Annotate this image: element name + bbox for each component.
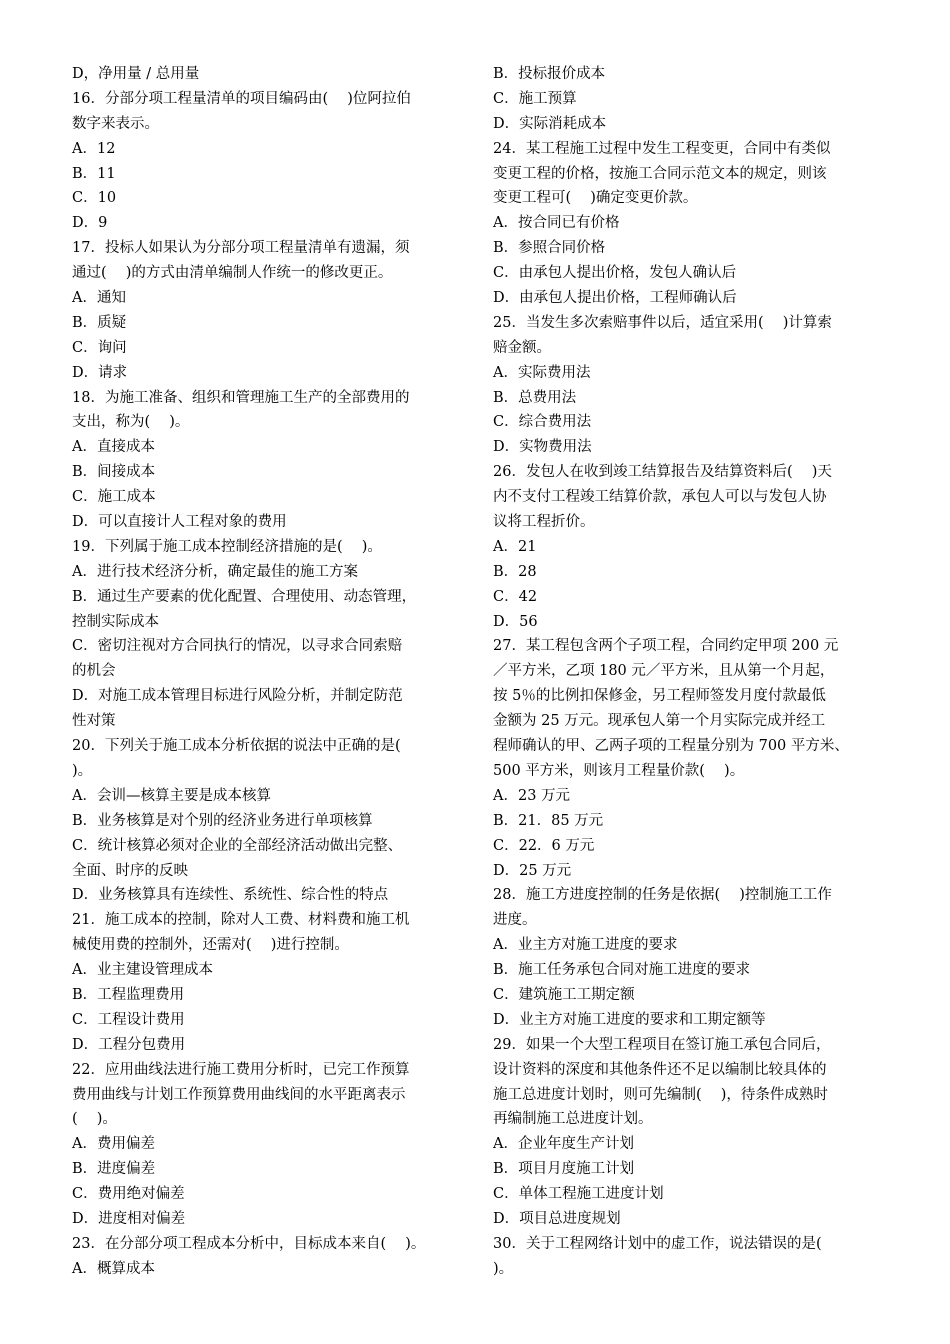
text-line: 进度。 [493,912,537,929]
text-line: D．56 [493,613,538,630]
text-line: C．综合费用法 [493,414,592,431]
text-line: A．12 [72,140,116,157]
text-line: B．间接成本 [72,464,156,481]
text-line: C．施工预算 [493,90,577,107]
text-line: C．询问 [72,339,127,356]
text-line: 23．在分部分项工程成本分析中，目标成本来自( )。 [72,1235,426,1252]
text-line: C．单体工程施工进度计划 [493,1186,664,1203]
text-line: B．通过生产要素的优化配置、合理使用、动态管理， [72,588,417,605]
text-line: 赔金额。 [493,339,551,356]
text-line: )。 [493,1260,514,1277]
text-line: D．业主方对施工进度的要求和工期定额等 [493,1011,766,1028]
text-line: C．10 [72,190,117,207]
text-line: C．施工成本 [72,489,156,506]
text-line: B．投标报价成本 [493,66,606,82]
text-line: 施工总进度计划时，则可先编制( )，待条件成熟时 [493,1086,828,1103]
text-line: A．按合同已有价格 [493,215,620,232]
text-line: 程师确认的甲、乙两子项的工程量分别为 700 平方米、 [493,738,849,755]
text-line: 的机会 [72,663,116,680]
text-line: 24．某工程施工过程中发生工程变更，合同中有类似 [493,140,831,157]
text-line: C．由承包人提出价格，发包人确认后 [493,265,737,282]
text-line: B．项目月度施工计划 [493,1161,635,1178]
text-line: A．企业年度生产计划 [493,1136,634,1153]
text-line: C．密切注视对方合同执行的情况，以寻求合同索赔 [72,638,403,655]
text-line: C．统计核算必须对企业的全部经济活动做出完整、 [72,837,403,854]
text-line: D．实物费用法 [493,439,592,456]
text-line: D．由承包人提出价格，工程师确认后 [493,290,737,307]
text-line: A．21 [493,538,537,555]
text-line: B．进度偏差 [72,1161,156,1178]
text-line: 控制实际成本 [72,613,159,630]
text-line: B．11 [72,165,116,182]
text-line: 500 平方米，则该月工程量价款( )。 [493,762,745,779]
text-line: )。 [72,762,93,779]
text-line: A．业主建设管理成本 [72,962,213,979]
text-line: 支出，称为( )。 [72,414,190,431]
text-line: C．工程设计费用 [72,1011,185,1028]
text-line: B．28 [493,563,537,580]
text-line: D．可以直接计人工程对象的费用 [72,514,287,531]
text-line: 通过( )的方式由清单编制人作统一的修改更正。 [72,265,393,282]
right-text-column [493,62,891,1282]
text-line: 金额为 25 万元。现承包人第一个月实际完成并经工 [493,713,826,730]
text-line: 再编制施工总进度计划。 [493,1111,653,1128]
text-line: 30．关于工程网络计划中的虚工作，说法错误的是( [493,1235,822,1252]
text-line: 全面、时序的反映 [72,862,188,879]
text-line: A．会训—核算主要是成本核算 [72,787,271,804]
text-line: D．9 [72,215,108,232]
text-line: 内不支付工程竣工结算价款，承包人可以与发包人协 [493,489,827,506]
text-line: A．23 万元 [493,787,571,804]
text-line: 议将工程折价。 [493,514,595,531]
text-line: A．通知 [72,290,126,307]
text-line: B．质疑 [72,314,127,331]
text-line: ／平方米，乙项 180 元／平方米，且从第一个月起， [493,663,835,680]
text-line: 20．下列关于施工成本分析依据的说法中正确的是( [72,738,401,755]
text-line: 18．为施工准备、组织和管理施工生产的全部费用的 [72,389,410,406]
left-text-column [72,62,470,1282]
text-line: D．业务核算具有连续性、系统性、综合性的特点 [72,887,389,904]
text-line: B．工程监理费用 [72,986,185,1003]
text-line: ( )。 [72,1111,117,1128]
text-line: 27．某工程包含两个子项工程，合同约定甲项 200 元 [493,638,839,655]
text-line: B．总费用法 [493,389,577,406]
text-line: 25．当发生多次索赔事件以后，适宜采用( )计算索 [493,314,832,331]
text-line: D．项目总进度规划 [493,1210,621,1227]
text-line: D．25 万元 [493,862,572,879]
text-line: A．实际费用法 [493,364,591,381]
text-line: 26．发包人在收到竣工结算报告及结算资料后( )天 [493,464,832,481]
text-line: B．参照合同价格 [493,240,606,257]
text-line: D．进度相对偏差 [72,1210,186,1227]
text-line: A．业主方对施工进度的要求 [493,937,678,954]
text-line: C．22．6 万元 [493,837,595,854]
text-line: C．建筑施工工期定额 [493,986,635,1003]
text-line: 性对策 [72,713,116,730]
text-line: 16．分部分项工程量清单的项目编码由( )位阿拉伯 [72,90,411,107]
text-line: A．直接成本 [72,439,155,456]
text-line: 19．下列属于施工成本控制经济措施的是( )。 [72,538,382,555]
text-line: 按 5％的比例扣保修金，另工程师签发月度付款最低 [493,688,826,705]
text-line: 设计资料的深度和其他条件还不足以编制比较具体的 [493,1061,827,1078]
text-line: 22．应用曲线法进行施工费用分析时，已完工作预算 [72,1061,410,1078]
text-line: 29．如果一个大型工程项目在签订施工承包合同后， [493,1036,831,1053]
text-line: 变更工程可( )确定变更价款。 [493,190,698,207]
text-line: 数字来表示。 [72,115,159,132]
text-line: A．费用偏差 [72,1136,155,1153]
text-line: D．请求 [72,364,128,381]
text-line: C．费用绝对偏差 [72,1186,185,1203]
text-line: D，净用量 / 总用量 [72,66,200,82]
text-line: D．实际消耗成本 [493,115,607,132]
text-line: 17．投标人如果认为分部分项工程量清单有遗漏，须 [72,240,410,257]
text-line: 28．施工方进度控制的任务是依据( )控制施工工作 [493,887,832,904]
text-line: D．对施工成本管理目标进行风险分析，并制定防范 [72,688,403,705]
text-line: 费用曲线与计划工作预算费用曲线间的水平距离表示 [72,1086,406,1103]
text-line: A．概算成本 [72,1260,155,1277]
text-line: B．业务核算是对个别的经济业务进行单项核算 [72,812,373,829]
text-line: 21．施工成本的控制，除对人工费、材料费和施工机 [72,912,410,929]
text-line: D．工程分包费用 [72,1036,186,1053]
text-line: 变更工程的价格，按施工合同示范文本的规定，则该 [493,165,827,182]
text-line: 械使用费的控制外，还需对( )进行控制。 [72,937,349,954]
text-line: C．42 [493,588,538,605]
text-line: B．施工任务承包合同对施工进度的要求 [493,962,751,979]
text-line: B．21．85 万元 [493,812,604,829]
text-line: A．进行技术经济分析，确定最佳的施工方案 [72,563,358,580]
